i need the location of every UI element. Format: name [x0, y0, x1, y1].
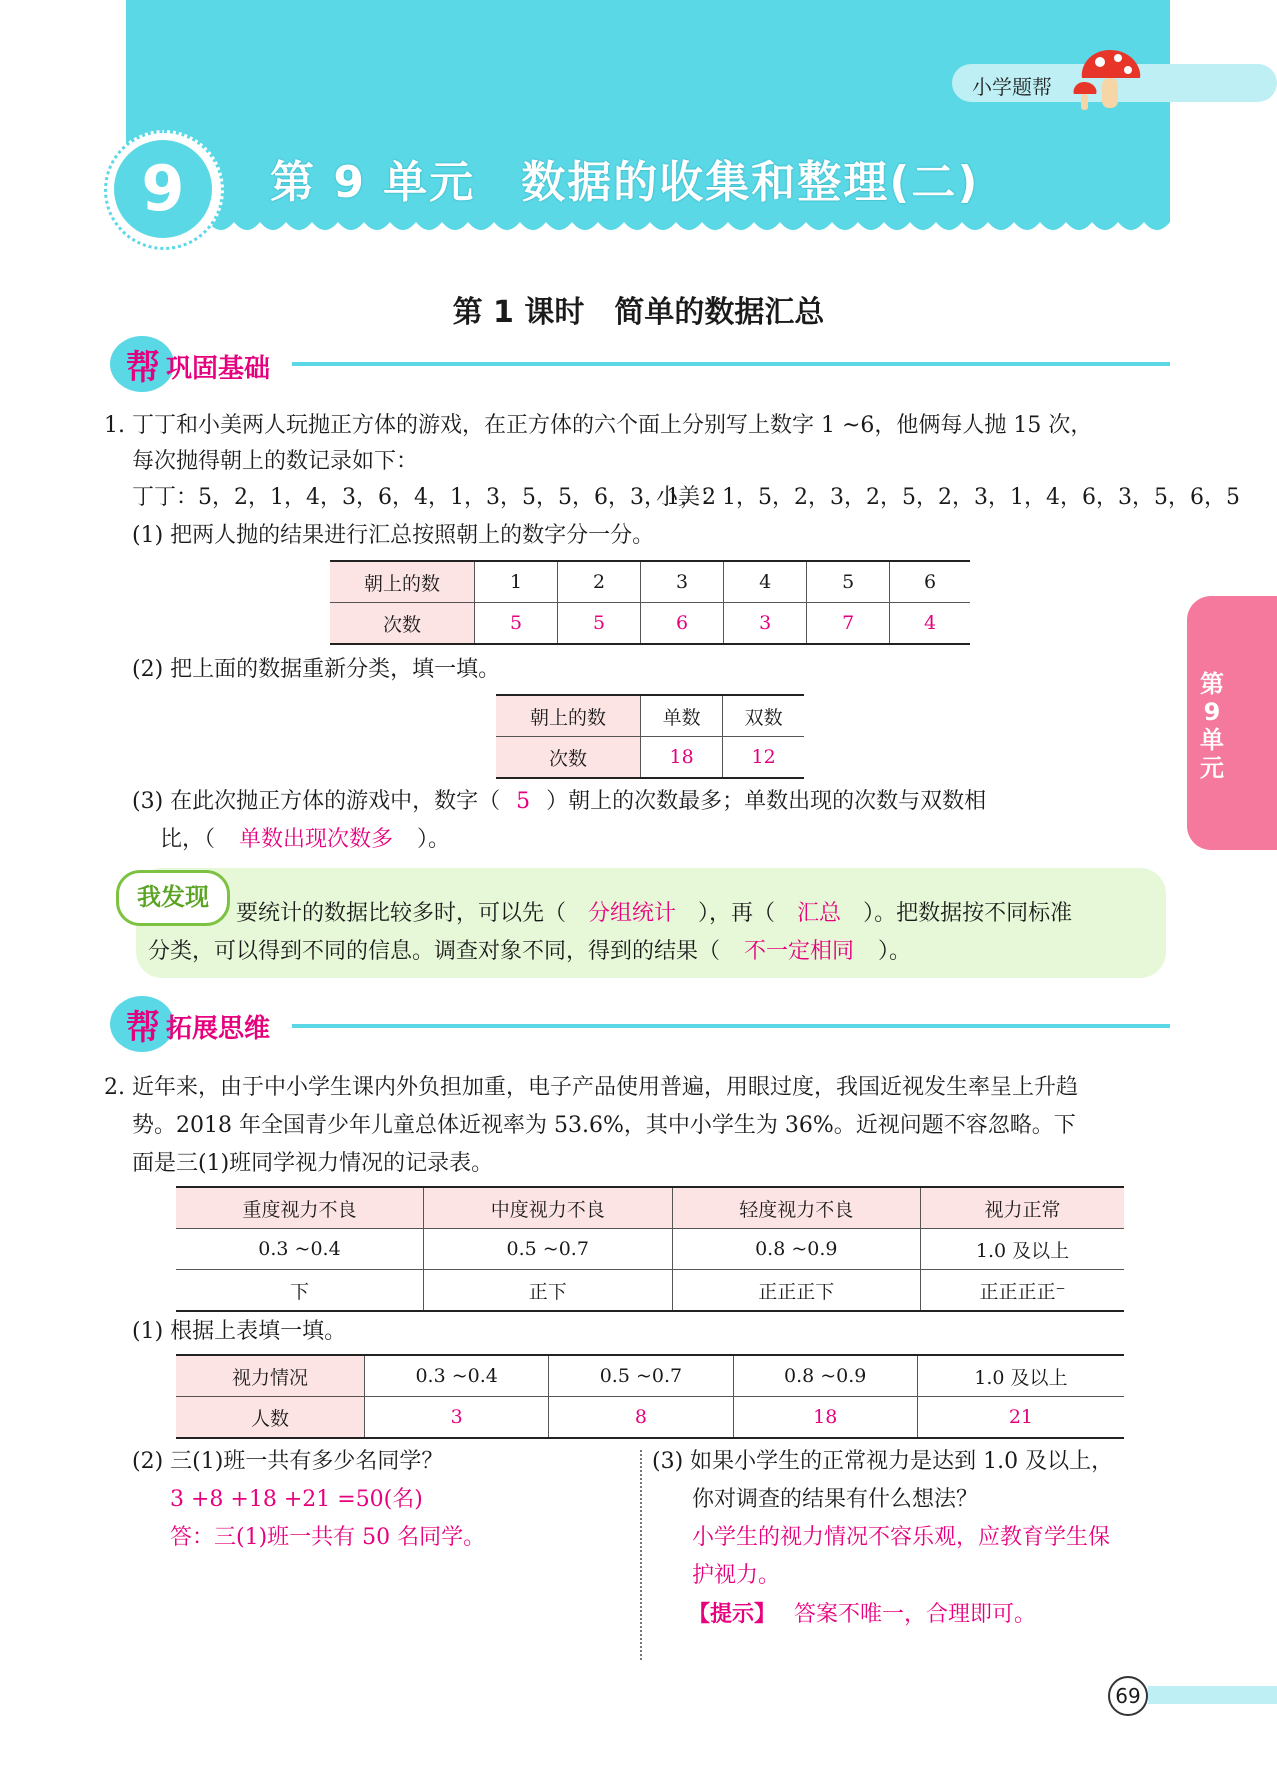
table-cell: 1.0 及以上 — [917, 1355, 1124, 1397]
hint-label: 【提示】 — [688, 1601, 777, 1627]
tally-cell: 正正正正⁻ — [921, 1270, 1124, 1312]
q2-part3-answer2: 护视力。 — [692, 1563, 781, 1588]
hint-text: 答案不唯一，合理即可。 — [794, 1602, 1037, 1627]
text: 要统计的数据比较多时，可以先（ — [236, 901, 567, 926]
q2-line3: 面是三(1)班同学视力情况的记录表。 — [132, 1151, 494, 1176]
table-cell: 0.5 ~0.7 — [423, 1229, 672, 1270]
table-cell: 双数 — [723, 695, 804, 737]
answer-blank: 单数出现次数多 — [239, 827, 394, 852]
mushroom-icon — [1070, 42, 1150, 114]
table-header-cell: 轻度视力不良 — [672, 1187, 921, 1229]
q1-part3-line2 — [160, 822, 450, 858]
answer-cell: 5 — [475, 603, 558, 645]
section-bang: 帮 — [126, 1008, 160, 1048]
lesson-title: 第 1 课时 简单的数据汇总 — [452, 295, 825, 330]
table-vision-count — [176, 1354, 1124, 1439]
q2-part2: (2) 三(1)班一共有多少名同学？ — [132, 1449, 444, 1474]
table-cell: 0.8 ~0.9 — [733, 1355, 917, 1397]
answer-cell: 3 — [724, 603, 807, 645]
tally-cell: 下 — [176, 1270, 423, 1312]
q2-part3-line2: 你对调查的结果有什么想法？ — [692, 1487, 979, 1512]
table-face-counts — [330, 560, 970, 645]
tally-cell: 正下 — [423, 1270, 672, 1312]
text: 分类，可以得到不同的信息。调查对象不同，得到的结果（ — [148, 939, 721, 964]
q1-part3-line1 — [132, 784, 1172, 820]
table-cell: 0.8 ~0.9 — [672, 1229, 921, 1270]
q2-part2-calc: 3 +8 +18 +21 =50(名) — [170, 1487, 423, 1512]
answer-cell: 12 — [723, 737, 804, 779]
answer-cell: 18 — [733, 1397, 917, 1439]
table-header-cell: 视力正常 — [921, 1187, 1124, 1229]
table-cell: 2 — [558, 561, 641, 603]
section-bang: 帮 — [126, 348, 160, 388]
table-cell: 1.0 及以上 — [921, 1229, 1124, 1270]
table-header-cell: 中度视力不良 — [423, 1187, 672, 1229]
answer-cell: 3 — [365, 1397, 549, 1439]
text: ）。 — [878, 939, 912, 964]
q1-part1: (1) 把两人抛的结果进行汇总按照朝上的数字分一分。 — [132, 523, 655, 548]
answer-cell: 5 — [558, 603, 641, 645]
q2-part3-line1: (3) 如果小学生的正常视力是达到 1.0 及以上， — [652, 1449, 1114, 1474]
answer-blank: 不一定相同 — [744, 939, 855, 964]
table-row-header: 人数 — [176, 1397, 365, 1439]
table-cell: 1 — [475, 561, 558, 603]
q2-line1: 2. 近年来，由于中小学生课内外负担加重，电子产品使用普遍，用眼过度，我国近视发生率呈上升趋 — [104, 1075, 1078, 1100]
banner-wave — [126, 208, 1170, 248]
q2-hint — [688, 1596, 1036, 1633]
table-row-header: 次数 — [330, 603, 475, 645]
text: ）朝上的次数最多；单数出现的次数与双数相 — [546, 789, 987, 814]
section-title-basic: 巩固基础 — [166, 354, 271, 384]
table-cell: 0.5 ~0.7 — [549, 1355, 733, 1397]
q1-part2: (2) 把上面的数据重新分类，填一填。 — [132, 657, 501, 682]
column-divider — [640, 1450, 642, 1660]
q1-line2: 每次抛得朝上的数记录如下： — [132, 449, 419, 474]
section-line — [292, 362, 1170, 366]
unit-number: 9 — [114, 140, 212, 238]
section-line — [292, 1024, 1170, 1028]
table-odd-even — [496, 694, 804, 779]
table-cell: 0.3 ~0.4 — [365, 1355, 549, 1397]
answer-cell: 4 — [890, 603, 970, 645]
table-cell: 3 — [641, 561, 724, 603]
unit-side-tab-label: 第9单元 — [1200, 670, 1224, 782]
text: ），再（ — [698, 901, 776, 926]
page-number-bar — [1148, 1686, 1277, 1704]
table-cell: 6 — [890, 561, 970, 603]
q2-part1: (1) 根据上表填一填。 — [132, 1319, 347, 1344]
table-row-header: 朝上的数 — [496, 695, 641, 737]
text: ）。把数据按不同标准 — [863, 901, 1073, 926]
answer-cell: 21 — [917, 1397, 1124, 1439]
table-header-cell: 重度视力不良 — [176, 1187, 423, 1229]
text: 比，（ — [160, 827, 216, 852]
answer-cell: 8 — [549, 1397, 733, 1439]
brand-name: 小学题帮 — [972, 75, 1052, 99]
discovery-line1 — [236, 896, 1072, 932]
q2-part3-answer1: 小学生的视力情况不容乐观，应教育学生保 — [692, 1525, 1111, 1550]
answer-blank: 分组统计 — [588, 901, 677, 926]
q2-part2-answer: 答：三(1)班一共有 50 名同学。 — [170, 1525, 486, 1550]
table-cell: 4 — [724, 561, 807, 603]
answer-cell: 7 — [807, 603, 890, 645]
answer-cell: 6 — [641, 603, 724, 645]
table-row-header: 次数 — [496, 737, 641, 779]
table-cell: 0.3 ~0.4 — [176, 1229, 423, 1270]
tally-cell: 正正正下 — [672, 1270, 921, 1312]
table-row-header: 朝上的数 — [330, 561, 475, 603]
text: (3) 在此次抛正方体的游戏中，数字（ — [132, 789, 501, 814]
answer-blank: 汇总 — [797, 901, 842, 926]
q1-line1: 1. 丁丁和小美两人玩抛正方体的游戏，在正方体的六个面上分别写上数字 1 ~6，他俩每人抛 15 次， — [104, 413, 1093, 438]
table-vision-record — [176, 1186, 1124, 1312]
text: ）。 — [417, 827, 451, 852]
discovery-badge: 我发现 — [116, 870, 230, 926]
table-row-header: 视力情况 — [176, 1355, 365, 1397]
discovery-line2 — [148, 934, 911, 970]
table-cell: 单数 — [641, 695, 723, 737]
section-title-extend: 拓展思维 — [166, 1014, 271, 1044]
answer-cell: 18 — [641, 737, 723, 779]
unit-title: 第 9 单元 数据的收集和整理(二) — [270, 157, 980, 208]
q1-xiaomei-record: 小美：1，5，2，3，2，5，2，3，1，4，6，3，5，6，5 — [656, 485, 1240, 510]
page-number: 69 — [1108, 1676, 1148, 1716]
q2-line2: 势。2018 年全国青少年儿童总体近视率为 53.6%，其中小学生为 36%。近视问题不容忽略。下 — [132, 1113, 1076, 1138]
table-cell: 5 — [807, 561, 890, 603]
answer-blank: 5 — [516, 789, 531, 814]
q1-dingding-record: 丁丁：5，2，1，4，3，6，4，1，3，5，5，6，3，1，2 — [132, 485, 716, 510]
